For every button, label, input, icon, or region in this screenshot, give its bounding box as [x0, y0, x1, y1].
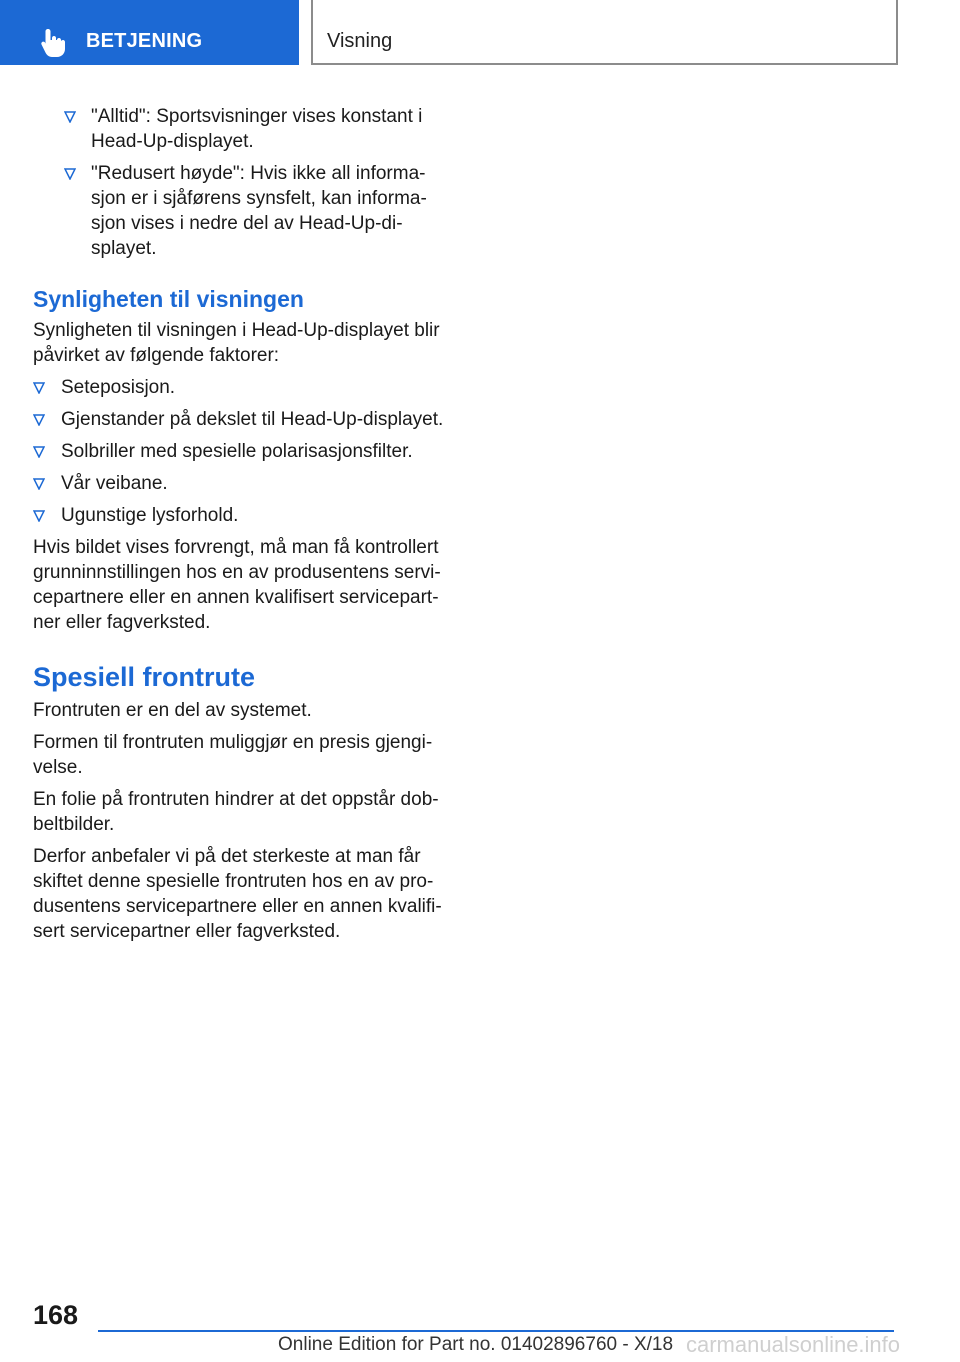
- triangle-bullet-icon: [64, 168, 76, 180]
- list-item: Gjenstander på dekslet til Head-Up-displayet.: [33, 407, 453, 432]
- paragraph: Frontruten er en del av systemet.: [33, 700, 312, 721]
- paragraph: En folie på frontruten hindrer at det oppstår dob-beltbilder.: [33, 789, 439, 835]
- hand-pointer-icon: [40, 27, 66, 57]
- triangle-bullet-icon: [33, 414, 45, 426]
- section-intro: Synligheten til visningen i Head-Up-displayet blir påvirket av følgende faktorer:: [33, 320, 440, 366]
- page-title: Visning: [327, 30, 393, 52]
- list-item: Seteposisjon.: [33, 375, 453, 400]
- header-title-box: [311, 0, 898, 65]
- list-item: Solbriller med spesielle polarisasjonsfilter.: [33, 439, 453, 464]
- section-heading: Synligheten til visningen: [33, 286, 304, 312]
- triangle-bullet-icon: [33, 446, 45, 458]
- watermark: carmanualsonline.info: [686, 1332, 901, 1357]
- section-outro: Hvis bildet vises forvrengt, må man få kontrollert grunninnstillingen hos en av produsentens servi-cepartnere eller en annen kvalifisert servicepart-ner eller fagverksted.: [33, 537, 441, 633]
- triangle-bullet-icon: [33, 510, 45, 522]
- factor-list: [33, 375, 453, 528]
- header-section-tab: [0, 0, 299, 65]
- triangle-bullet-icon: [33, 478, 45, 490]
- list-item: Ugunstige lysforhold.: [33, 503, 453, 528]
- display-mode-list: [64, 104, 453, 154]
- list-item: "Alltid": Sportsvisninger vises konstant i Head-Up-displayet.: [64, 104, 453, 154]
- paragraph: Derfor anbefaler vi på det sterkeste at man får skiftet denne spesielle frontruten hos en av pro-dusentens servicepartnere eller en annen kvalifi-sert servicepartner eller fagverksted.: [33, 846, 442, 942]
- main-content: [33, 104, 453, 951]
- list-item: "Redusert høyde": Hvis ikke all informa-sjon er i sjåførens synsfelt, kan informa-sjon vises i nedre del av Head-Up-di-splayet.: [64, 161, 453, 261]
- display-mode-list-2: [33, 161, 453, 261]
- header-section-label: BETJENING: [86, 30, 203, 52]
- triangle-bullet-icon: [33, 382, 45, 394]
- section-heading: Spesiell frontrute: [33, 662, 256, 692]
- footer-edition: Online Edition for Part no. 01402896760 - X/18: [278, 1334, 674, 1355]
- list-item: Vår veibane.: [33, 471, 453, 496]
- paragraph: Formen til frontruten muliggjør en presis gjengi-velse.: [33, 732, 433, 778]
- triangle-bullet-icon: [64, 111, 76, 123]
- page-number: 168: [33, 1300, 79, 1330]
